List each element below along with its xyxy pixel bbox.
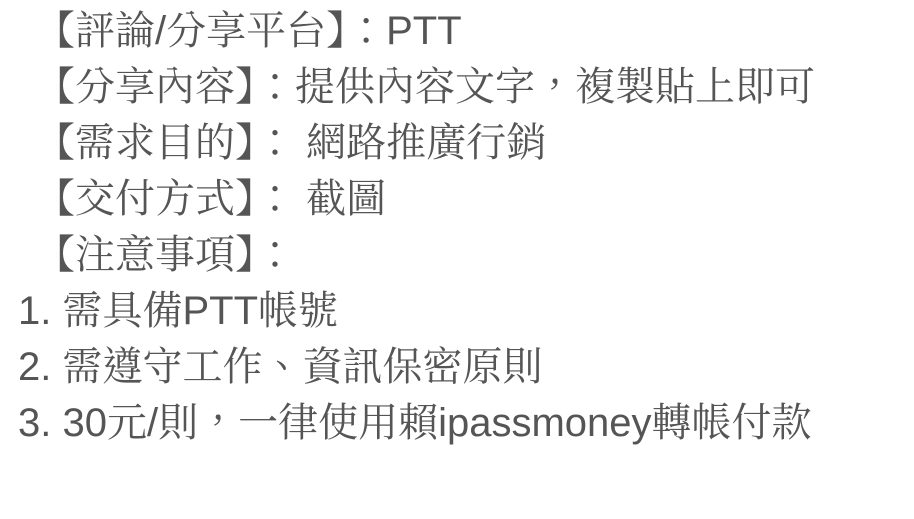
line-notes-header: 【注意事項】： <box>35 233 295 277</box>
line-delivery-method: 【交付方式】： 截圖 <box>35 177 387 221</box>
line-note-3: 3. 30元/則，一律使用賴ipassmoney轉帳付款 <box>18 401 812 445</box>
line-note-2: 2. 需遵守工作、資訊保密原則 <box>18 345 543 389</box>
line-note-1: 1. 需具備PTT帳號 <box>18 289 339 333</box>
line-share-content: 【分享內容】：提供內容文字，複製貼上即可 <box>35 65 815 109</box>
line-purpose: 【需求目的】： 網路推廣行銷 <box>35 121 547 165</box>
line-platform: 【評論/分享平台】：PTT <box>35 9 462 53</box>
